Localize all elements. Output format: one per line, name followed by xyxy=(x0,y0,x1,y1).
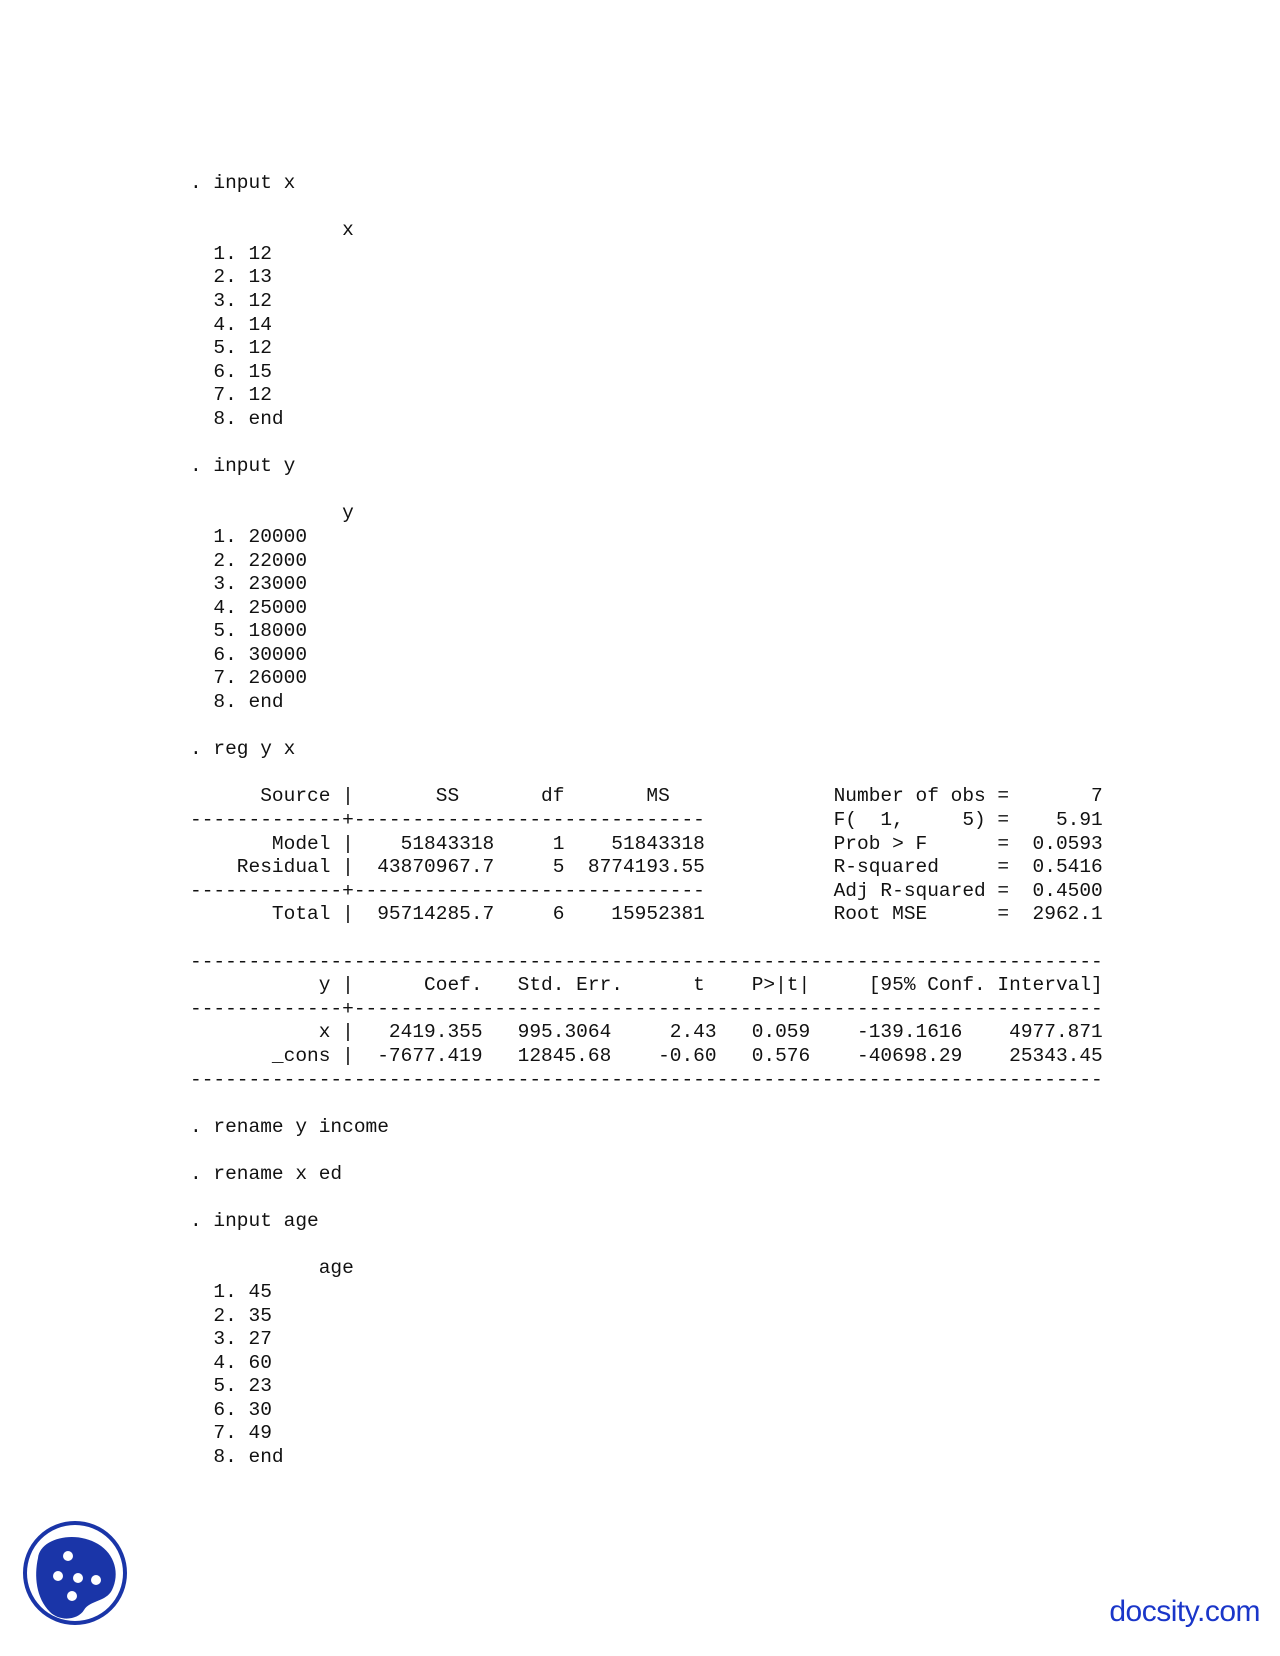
docsity-logo-icon xyxy=(20,1518,130,1628)
stata-output: . input x x 1. 12 2. 13 3. 12 4. 14 5. 12 6. 15 7. 12 8. end . input y y 1. 20000 2. 22000 3. 23000 4. 25000 5. 18000 6. 30000 7. 26000 8. end . reg y x Source | SS df MS Number of obs = 7 -------------+------------------------------ F( 1, 5) = 5.91 Model | 51843318 1 51843318 Prob > F = 0.0593 Residual | 43870967.7 5 8774193.55 R-squared = 0.5416 -------------+------------------------------ Adj R-squared = 0.4500 Total | 95714285.7 6 15952381 Root MSE = 2962.1 ------------------------------------------------------------------------------ y | Coef. Std. Err. t P>|t| [95% Conf. Interval] -------------+---------------------------------------------------------------- x | 2419.355 995.3064 2.43 0.059 -139.1616 4977.871 _cons | -7677.419 12845.68 -0.60 0.576 -40698.29 25343.45 ------------------------------------------------------------------------------ . rename y income . rename x ed . input age age 1. 45 2. 35 3. 27 4. 60 5. 23 6. 30 7. 49 8. end xyxy=(190,172,1103,1469)
docsity-brand-text[interactable]: docsity.com xyxy=(1109,1595,1260,1628)
